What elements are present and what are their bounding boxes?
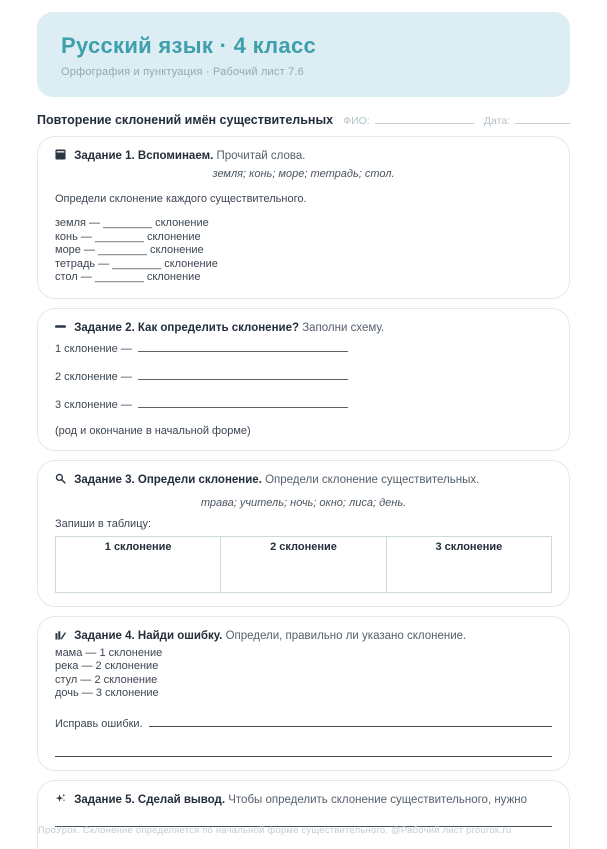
table-header-2: 2 склонение	[221, 536, 386, 592]
task-3-instruction: Запиши в таблицу:	[55, 517, 152, 530]
fix-errors-blank	[149, 715, 552, 727]
scheme-label-3: 3 склонение —	[55, 398, 132, 411]
task-card-4	[37, 616, 570, 771]
task-card-1	[37, 136, 570, 299]
fio-blank-line	[375, 113, 474, 124]
fix-errors-row	[55, 715, 552, 730]
footer-note: ПроУрок. Склонение определяется по начальной форме существительного. @Рабочий лист prourok.ru	[38, 825, 512, 836]
task-3-intro: Определи склонение существительных.	[265, 473, 480, 486]
task-4-intro: Определи, правильно ли указано склонение.	[225, 629, 467, 642]
task-1-words: земля; конь; море; тетрадь; стол.	[212, 168, 395, 180]
task-2-intro: Заполни схему.	[302, 321, 385, 334]
chart-icon	[55, 629, 66, 640]
task-1-instruction: Определи склонение каждого существительного.	[55, 193, 307, 205]
task-3-head	[55, 473, 552, 488]
scheme-row-2	[55, 368, 552, 383]
task-5-title: Задание 5. Сделай вывод.	[74, 793, 226, 806]
task-2-head	[55, 321, 552, 336]
scheme-label-1: 1 склонение —	[55, 342, 132, 355]
worksheet-subtitle: Орфография и пунктуация · Рабочий лист 7.6	[61, 66, 304, 78]
task-3-words: трава; учитель; ночь; окно; лиса; день.	[200, 496, 407, 509]
task-1-head	[55, 149, 552, 164]
task-4-lines	[55, 647, 552, 701]
task-5-intro: Чтобы определить склонение существительного, нужно	[228, 793, 528, 806]
task-card-3	[37, 460, 570, 607]
task-1-line: земля — ________ склонение	[55, 217, 209, 229]
task-3-title: Задание 3. Определи склонение.	[74, 473, 262, 486]
answer-line	[55, 808, 552, 827]
worksheet-header	[37, 12, 570, 97]
task-4-line: дочь — 3 склонение	[55, 687, 159, 699]
declension-table	[55, 536, 552, 593]
task-1-line: тетрадь — ________ склонение	[55, 257, 218, 270]
task-card-5	[37, 780, 570, 849]
book-icon	[55, 149, 66, 160]
scheme-blank-2	[138, 368, 348, 380]
scheme-blank-1	[138, 340, 348, 352]
pencil-icon	[55, 321, 66, 332]
task-4-head	[55, 629, 552, 644]
task-4-line: мама — 1 склонение	[55, 646, 163, 659]
fio-label: ФИО:	[343, 115, 370, 127]
meta-row	[37, 113, 570, 127]
magnifier-icon	[55, 473, 66, 484]
task-4-line: стул — 2 склонение	[55, 673, 158, 686]
task-4-title: Задание 4. Найди ошибку.	[74, 629, 223, 642]
scheme-row-1	[55, 340, 552, 355]
task-1-line: стол — ________ склонение	[55, 271, 201, 283]
task-1-lines	[55, 217, 552, 285]
task-2-note: (род и окончание в начальной форме)	[55, 424, 251, 437]
table-header-3: 3 склонение	[386, 536, 551, 592]
scheme-label-2: 2 склонение —	[55, 370, 132, 383]
task-5-head	[55, 793, 552, 808]
task-1-line: конь — ________ склонение	[55, 230, 201, 243]
task-2-title: Задание 2. Как определить склонение?	[74, 321, 300, 334]
page-heading: Повторение склонений имён существительных	[37, 113, 334, 127]
sparkle-icon	[55, 793, 66, 804]
date-label: Дата:	[483, 115, 511, 127]
answer-line	[55, 730, 552, 757]
task-card-2	[37, 308, 570, 451]
task-1-intro: Прочитай слова.	[216, 150, 306, 162]
worksheet-title: Русский язык · 4 класс	[61, 33, 317, 58]
scheme-blank-3	[138, 396, 348, 408]
task-4-line: река — 2 склонение	[55, 660, 159, 672]
date-blank-line	[515, 113, 570, 124]
fix-errors-label: Исправь ошибки.	[55, 717, 143, 730]
scheme-row-3	[55, 396, 552, 411]
task-1-line: море — ________ склонение	[55, 244, 204, 256]
table-header-1: 1 склонение	[56, 536, 221, 592]
task-1-title: Задание 1. Вспоминаем.	[74, 150, 214, 162]
